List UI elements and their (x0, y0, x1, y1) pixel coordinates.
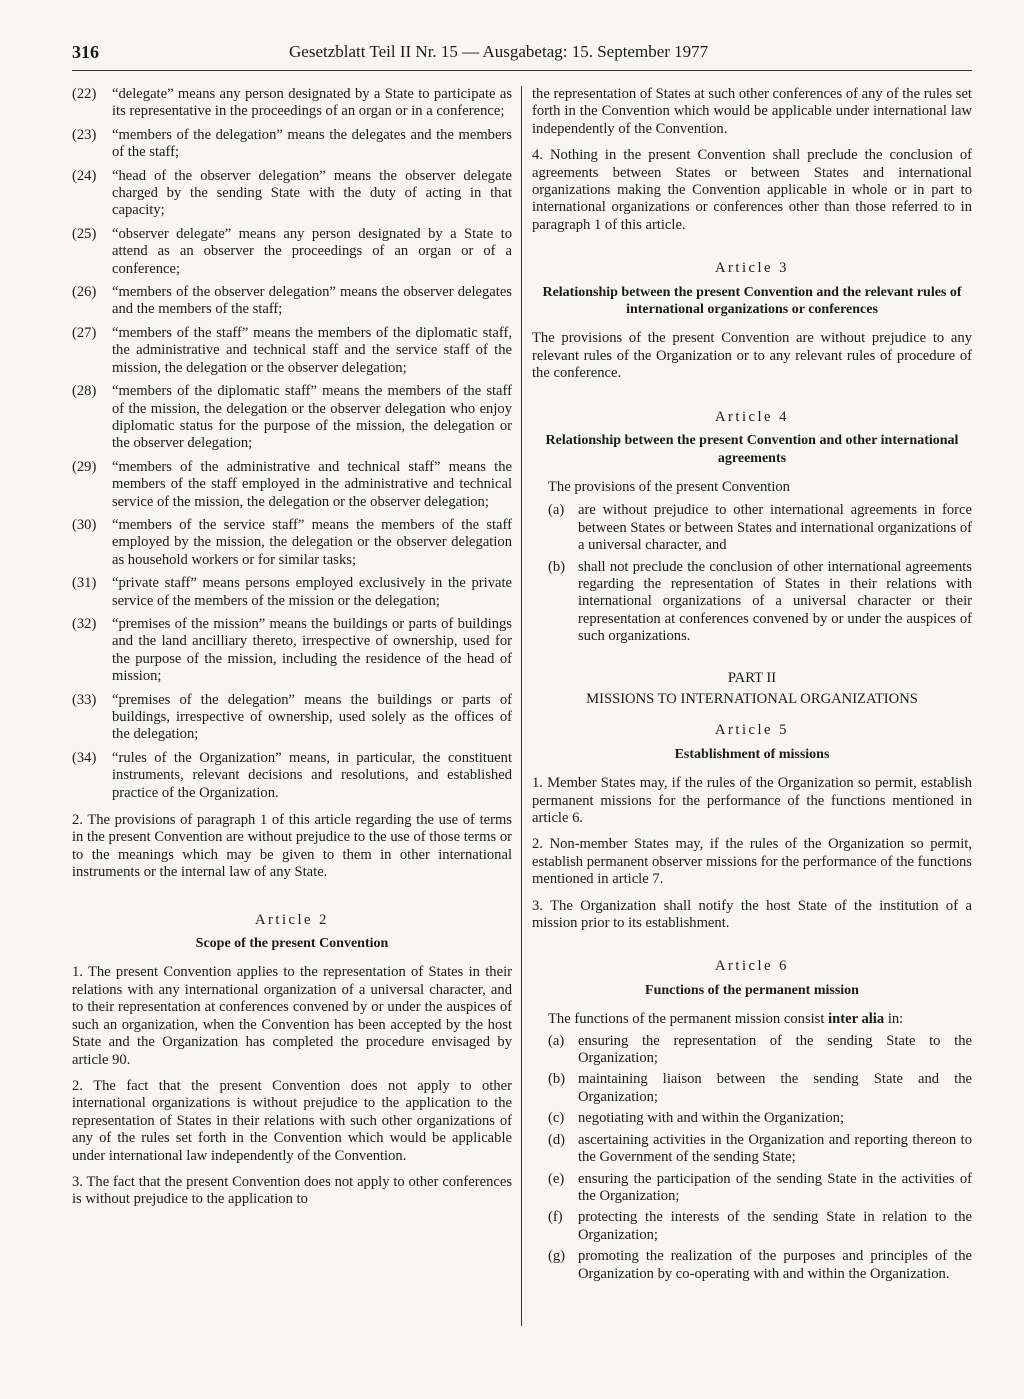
article-6-intro (532, 1011, 972, 1028)
article-3-text: The provisions of the present Convention are without prejudice to any relevant rules of the Organization or to any relevant rules of procedure of the conference. (532, 330, 972, 382)
definition-item-text: “members of the diplomatic staff” means the members of the staff of the mission, the delegation or the observer delegation who enjoy diplomatic status for the purpose of the mission, the delegation or the observer delegation; (112, 383, 512, 452)
definition-item (72, 86, 512, 121)
definition-item-text: “head of the observer delegation” means the observer delegate charged by the sending State with the duty of acting in that capacity; (112, 167, 512, 219)
article-5-heading: Article 5 (715, 722, 789, 739)
article-6-item-text: negotiating with and within the Organization; (578, 1110, 845, 1127)
article-6-item (532, 1132, 972, 1167)
article-5-paragraph-3: 3. The Organization shall notify the host State of the institution of a mission prior to its establishment. (532, 897, 972, 932)
article-6-intro-text: The functions of the permanent mission consist (548, 1011, 825, 1028)
header-rule (72, 70, 972, 71)
article-6-item (532, 1033, 972, 1068)
continued-paragraph: the representation of States at such other conferences of any of the rules set forth in the Convention which would be applicable under international law independently of the Convention. (532, 86, 972, 137)
definition-item (72, 575, 512, 610)
article-6-item-text: maintaining liaison between the sending State and the Organization; (578, 1071, 972, 1105)
definition-item (72, 616, 512, 686)
definition-item-label: (25) (72, 225, 97, 242)
article-6-items (532, 1033, 972, 1283)
article-3-heading: Article 3 (715, 260, 789, 277)
definition-item-label: (31) (72, 575, 97, 592)
article-5-title: Establishment of missions (674, 746, 830, 762)
article-2-paragraph-1: 1. The present Convention applies to the representation of States in their relations with any international organization of a universal character, and to their representation at conferences convened by or under the auspices of such an organization, when the Convention has been accepted by the host State and the Organization has completed the procedure envisaged by article 90. (72, 964, 512, 1068)
column-divider (521, 86, 522, 1326)
article-4-title: Relationship between the present Convention and other international agreements (545, 433, 959, 466)
definition-item-label: (29) (72, 458, 97, 475)
article-5-paragraph-2: 2. Non-member States may, if the rules of the Organization so permit, establish permanent observer missions for the performance of the functions mentioned in article 7. (532, 836, 972, 888)
definitions-list (72, 86, 512, 802)
article-6-item-label: (e) (548, 1170, 565, 1187)
paragraph-4: 4. Nothing in the present Convention shall preclude the conclusion of agreements between States or between States and international organizations making the Convention applicable in whole or in part to international organizations or conferences other than those referred to in paragraph 1 of this article. (532, 147, 972, 233)
definition-item-text: “premises of the delegation” means the buildings or parts of buildings, irrespective of ownership, used solely as the offices of the delegation; (112, 691, 512, 743)
article-6-item-label: (d) (548, 1131, 566, 1148)
article-6-item (532, 1071, 972, 1106)
article-6-intro-emphasis: inter alia (828, 1011, 885, 1028)
article-6-item-text: ascertaining activities in the Organization and reporting thereon to the Government of the sending State; (578, 1131, 972, 1166)
article-6-item-text: promoting the realization of the purposes and principles of the Organization by co-operating with and within the Organization. (578, 1248, 972, 1282)
article-4-item-label: (b) (548, 558, 566, 575)
article-6-item-label: (a) (548, 1032, 565, 1049)
article-6-item-text: protecting the interests of the sending State in relation to the Organization; (578, 1209, 972, 1243)
definition-item (72, 168, 512, 220)
article-2-title: Scope of the present Convention (195, 936, 389, 952)
article-5-paragraph-1: 1. Member States may, if the rules of the Organization so permit, establish permanent missions for the performance of the functions mentioned in article 6. (532, 775, 972, 826)
definition-item (72, 284, 512, 319)
definition-item-label: (28) (72, 383, 97, 400)
definition-item-text: “delegate” means any person designated by a State to participate as its representative in the proceedings of an organ or in a conference; (112, 86, 512, 120)
article-6-item (532, 1248, 972, 1283)
definition-item-label: (32) (72, 615, 97, 632)
definition-item (72, 325, 512, 377)
part-heading: PART II (727, 669, 777, 686)
definition-item-label: (34) (72, 749, 97, 766)
definition-item (72, 517, 512, 569)
definition-item-text: “premises of the mission” means the buildings or parts of buildings and the land ancilliary thereto, irrespective of ownership, used for the purpose of the mission, including the residence of the head of mission; (112, 615, 512, 685)
article-2-paragraph-2: 2. The fact that the present Convention does not apply to other international organizations is without prejudice to the application to the representation of States in their relations with such other organizations of any of the rules set forth in the Convention which would be applicable under international law independently of the Convention. (72, 1077, 512, 1164)
right-column (532, 86, 972, 1287)
article-6-item-label: (g) (548, 1248, 566, 1265)
article-6-intro-end: in: (887, 1011, 904, 1028)
definition-item-text: “members of the administrative and technical staff” means the members of the staff employed in the administrative and technical service of the mission, the delegation or the observer delegation; (112, 458, 512, 510)
article-3-title: Relationship between the present Convention and the relevant rules of international organizations or conferences (542, 284, 962, 318)
definition-item-text: “members of the observer delegation” means the observer delegates and the members of the staff; (112, 284, 512, 318)
definition-item-text: “observer delegate” means any person designated by a State to attend as an observer the proceedings of an organ or of a conference; (112, 225, 512, 277)
article-6-heading: Article 6 (715, 958, 789, 975)
article-6-item-text: ensuring the representation of the sending State to the Organization; (578, 1032, 972, 1067)
gazette-title: Gesetzblatt Teil II Nr. 15 — Ausgabetag: 15. September 1977 (289, 42, 709, 61)
definition-item-label: (24) (72, 167, 97, 184)
article-6-item (532, 1209, 972, 1244)
definition-item (72, 127, 512, 162)
definition-item-label: (22) (72, 86, 97, 102)
article-2-heading: Article 2 (255, 911, 329, 928)
paragraph-2: 2. The provisions of paragraph 1 of this article regarding the use of terms in the present Convention are without prejudice to the use of those terms or to the meanings which may be given to them in other international instruments or the internal law of any State. (72, 812, 512, 881)
part-title: MISSIONS TO INTERNATIONAL ORGANIZATIONS (586, 690, 918, 707)
article-6-item-label: (f) (548, 1209, 563, 1226)
article-4-item (532, 559, 972, 646)
left-column (72, 86, 512, 1218)
definition-item-label: (30) (72, 516, 97, 533)
definition-item (72, 750, 512, 802)
article-6-item-label: (c) (548, 1110, 565, 1127)
article-4-heading: Article 4 (715, 408, 789, 425)
definition-item-text: “members of the delegation” means the delegates and the members of the staff; (112, 126, 512, 161)
definition-item-text: “private staff” means persons employed exclusively in the private service of the members of the mission or the delegation; (112, 575, 512, 609)
definition-item-label: (26) (72, 284, 97, 301)
article-6-item (532, 1171, 972, 1206)
article-2-paragraph-3: 3. The fact that the present Convention does not apply to other conferences is without prejudice to the application to (72, 1173, 512, 1208)
article-6-title: Functions of the permanent mission (645, 982, 859, 998)
definition-item-text: “members of the staff” means the members of the diplomatic staff, the administrative and technical staff and the service staff of the mission, the delegation or the observer delegation; (112, 324, 512, 376)
definition-item (72, 692, 512, 744)
article-6-item (532, 1110, 972, 1127)
definition-item (72, 459, 512, 511)
article-4-items (532, 502, 972, 645)
article-6-item-text: ensuring the participation of the sending State in the activities of the Organization; (578, 1170, 972, 1204)
definition-item-label: (33) (72, 691, 97, 708)
article-4-item-label: (a) (548, 502, 565, 519)
page-number: 316 (72, 42, 99, 62)
article-4-item-text: are without prejudice to other international agreements in force between States or between States and international organizations of a universal character, and (578, 502, 972, 554)
definition-item (72, 226, 512, 278)
article-4-item (532, 502, 972, 554)
definition-item (72, 383, 512, 453)
definition-item-label: (27) (72, 324, 97, 341)
definition-item-text: “members of the service staff” means the members of the staff employed by the mission, the delegation or the observer delegation as household workers or for similar tasks; (112, 516, 512, 568)
article-4-intro: The provisions of the present Convention (548, 478, 790, 495)
page-header (72, 42, 972, 66)
article-6-item-label: (b) (548, 1071, 566, 1088)
article-4-item-text: shall not preclude the conclusion of other international agreements regarding the representation of States in their relations with international organizations of a universal character or their representation at conferences convened by or under the auspices of such organizations. (578, 558, 972, 645)
definition-item-label: (23) (72, 126, 97, 143)
definition-item-text: “rules of the Organization” means, in particular, the constituent instruments, relevant decisions and resolutions, and established practice of the Organization. (112, 749, 512, 801)
